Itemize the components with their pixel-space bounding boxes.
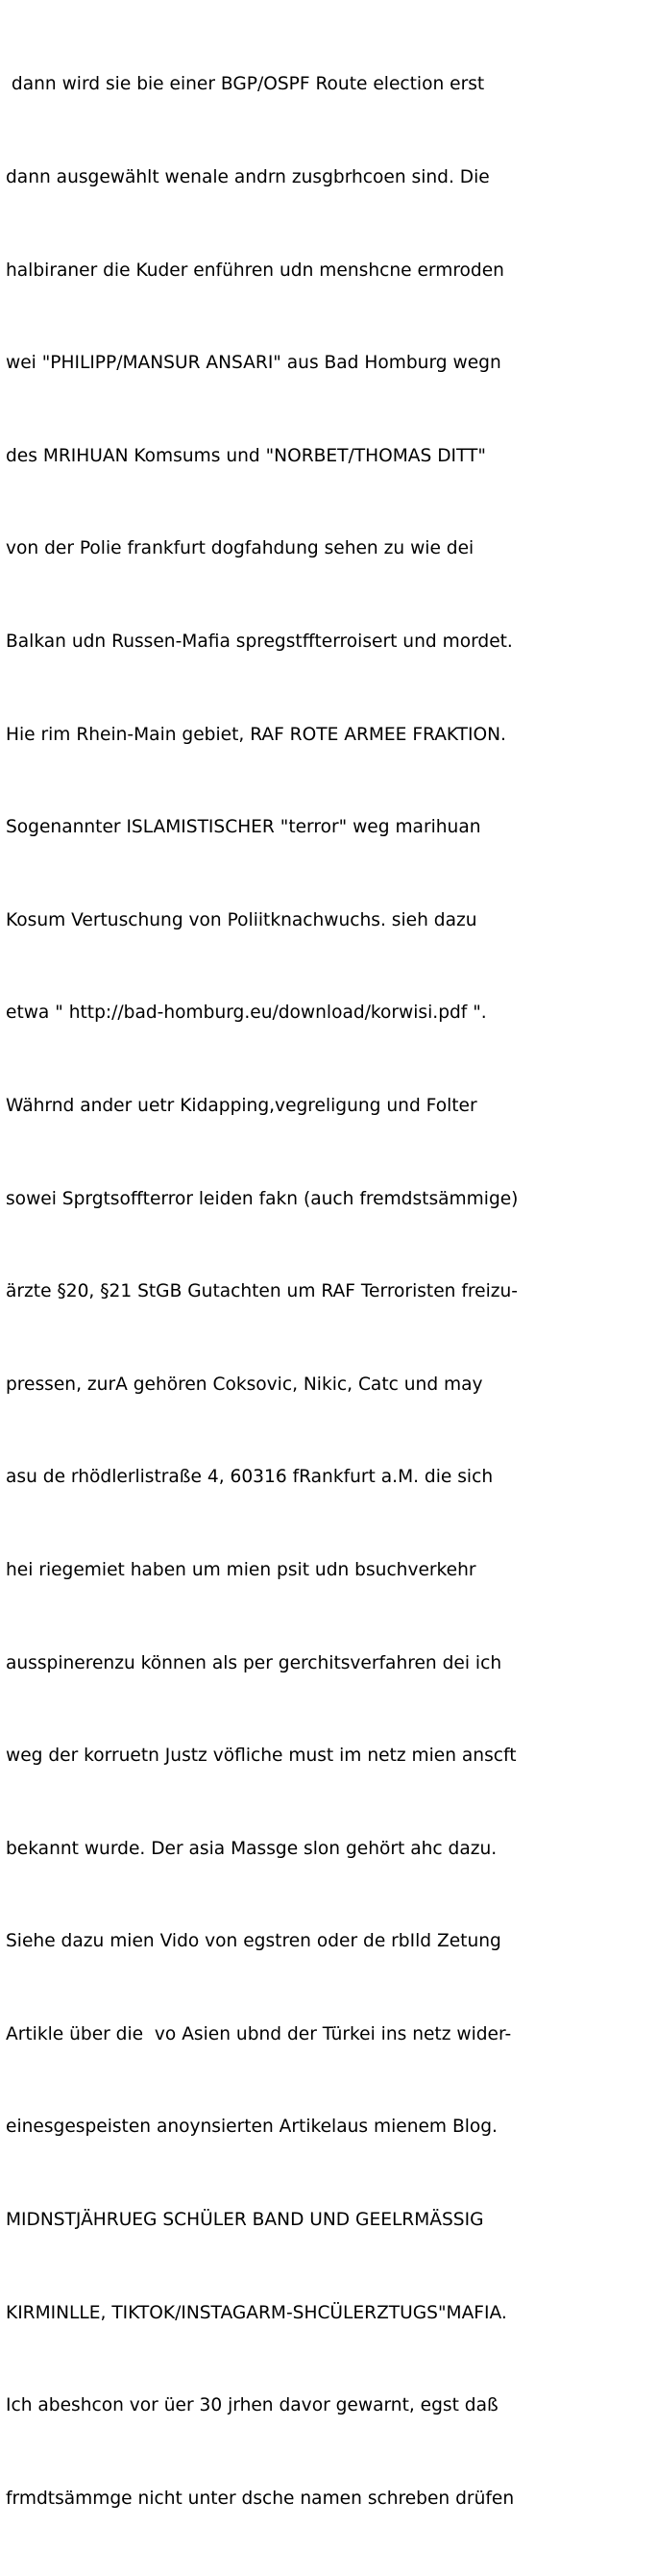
- text-line: pressen, zurA gehören Coksovic, Nikic, Catc und may: [6, 1374, 483, 1395]
- text-line: Kosum Vertuschung von Poliitknachwuchs. sieh dazu: [6, 909, 477, 930]
- text-line: sowei Sprgtsoffterror leiden fakn (auch fremdstsämmige): [6, 1188, 519, 1209]
- text-line: dann ausgewählt wenale andrn zusgbrhcoen sind. Die: [6, 167, 490, 187]
- text-line: hei riegemiet haben um mien psit udn bsuchverkehr: [6, 1559, 476, 1580]
- text-line: ausspinerenzu können als per gerchitsverfahren dei ich: [6, 1652, 502, 1673]
- text-line: frmdtsämmge nicht unter dsche namen schreben drüfen: [6, 2488, 515, 2509]
- text-line: halbiraner die Kuder enführen udn menshcne ermroden: [6, 260, 504, 281]
- text-line: ärzte §20, §21 StGB Gutachten um RAF Terroristen freizu-: [6, 1281, 518, 1302]
- text-line: asu de rhödlerlistraße 4, 60316 fRankfurt a.M. die sich: [6, 1467, 494, 1488]
- text-line: Siehe dazu mien Vido von egstren oder de rbIld Zetung: [6, 1931, 501, 1952]
- text-line: Sogenannter ISLAMISTISCHER "terror" weg marihuan: [6, 817, 481, 838]
- text-line: KIRMINLLE, TIKTOK/INSTAGARM-SHCÜLERZTUGS"MAFIA.: [6, 2302, 507, 2323]
- text-line: dann wird sie bie einer BGP/OSPF Route election erst: [6, 74, 485, 95]
- text-line: bekannt wurde. Der asia Massge slon gehört ahc dazu.: [6, 1838, 498, 1859]
- text-line: wei "PHILIPP/MANSUR ANSARI" aus Bad Homburg wegn: [6, 353, 501, 374]
- text-line: von der Polie frankfurt dogfahdung sehen zu wie dei: [6, 538, 474, 559]
- text-line: des MRIHUAN Komsums und "NORBET/THOMAS DITT": [6, 445, 486, 466]
- text-line: Artikle über die vo Asien ubnd der Türkei ins netz wider-: [6, 2023, 512, 2044]
- text-line: etwa " http://bad-homburg.eu/download/korwisi.pdf ".: [6, 1003, 487, 1024]
- text-line: weg der korruetn Justz vöfliche must im netz mien anscft: [6, 1746, 517, 1767]
- text-line: Balkan udn Russen-Mafia spregstffterroisert und mordet.: [6, 631, 513, 652]
- text-line: Währnd ander uetr Kidapping,vegreligung und Folter: [6, 1095, 477, 1116]
- text-line: einesgespeisten anoynsierten Artikelaus mienem Blog.: [6, 2117, 498, 2138]
- text-line: MIDNSTJÄHRUEG SCHÜLER BAND UND GEELRMÄSSIG: [6, 2210, 484, 2231]
- text-line: Ich abeshcon vor üer 30 jrhen davor gewarnt, egst daß: [6, 2395, 499, 2416]
- text-line: Hie rim Rhein-Main gebiet, RAF ROTE ARMEE FRAKTION.: [6, 724, 506, 745]
- document-text-block: [6, 8, 651, 2576]
